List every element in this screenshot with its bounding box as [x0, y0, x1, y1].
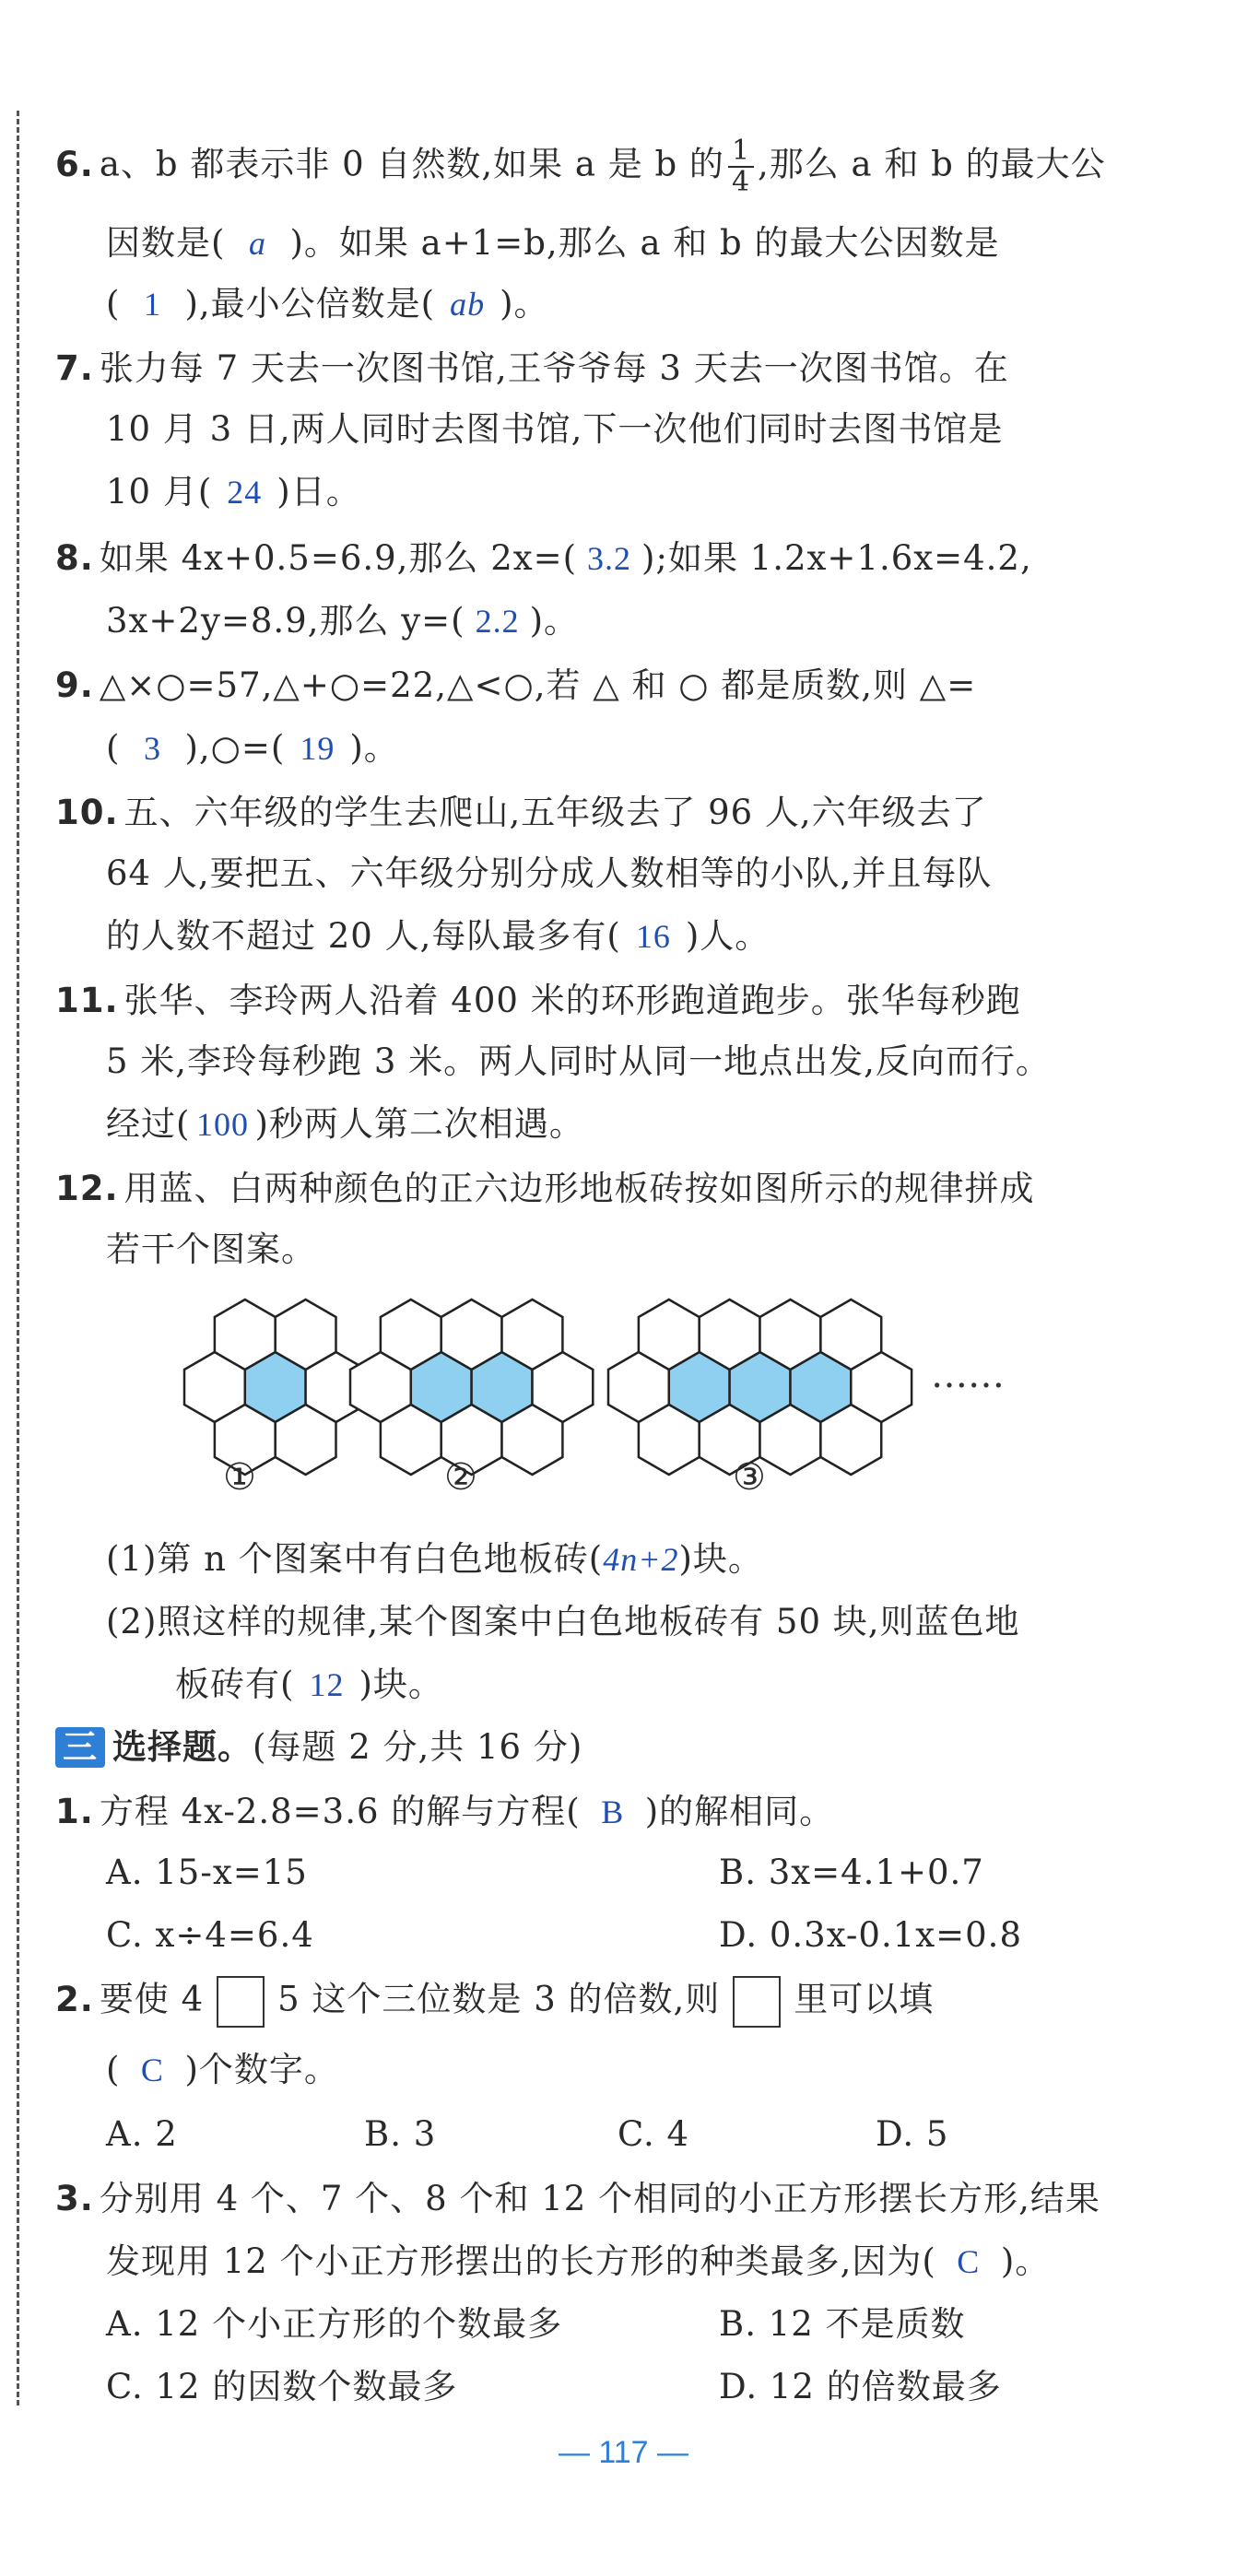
q10-answer: 16 [635, 918, 671, 955]
figure-label-2: ② [444, 1456, 477, 1499]
q7-answer: 24 [227, 474, 263, 511]
page-number: — 117 — [558, 2435, 689, 2470]
q7-line2: 10 月 3 日,两人同时去图书馆,下一次他们同时去图书馆是 [106, 409, 1004, 449]
figure-label-3: ③ [733, 1456, 766, 1499]
c1-option-c: C. x÷4=6.4 [106, 1915, 314, 1955]
c1-options-row2 [106, 1913, 1192, 1958]
q8-answer-1: 3.2 [587, 540, 632, 577]
q9-line2: ( 3 ),○=( 19 )。 [106, 726, 1192, 770]
section-badge: 三 [55, 1727, 105, 1768]
fraction-one-quarter: $\frac{1}{4}$ [728, 136, 754, 197]
c3-options-row1 [106, 2302, 1192, 2347]
q9-answer-1: 3 [143, 730, 161, 767]
c3-option-b: B. 12 不是质数 [719, 2304, 966, 2344]
q10-line1: 10. 五、六年级的学生去爬山,五年级去了 96 人,六年级去了 [55, 793, 987, 832]
c2-option-a: A. 2 [106, 2114, 178, 2154]
section-title: 选择题。 [112, 1727, 253, 1767]
c1-answer: B [601, 1794, 625, 1830]
c3-options-row2 [106, 2365, 1192, 2409]
q6-answer-2: 1 [143, 286, 161, 323]
c3-option-d: D. 12 的倍数最多 [719, 2367, 1002, 2406]
q12-sub2-line2: 板砖有( 12 )块。 [175, 1663, 1192, 1707]
c2-option-d: D. 5 [876, 2114, 949, 2154]
q11-line2: 5 米,李玲每秒跑 3 米。两人同时从同一地点出发,反向而行。 [106, 1041, 1051, 1081]
q7-line1: 7. 张力每 7 天去一次图书馆,王爷爷每 3 天去一次图书馆。在 [55, 348, 1009, 388]
q12-answer-2: 12 [309, 1666, 345, 1703]
pattern-ellipsis: …… [931, 1354, 1005, 1396]
c2-option-b: B. 3 [364, 2114, 437, 2154]
section-note: (每题 2 分,共 16 分) [253, 1727, 583, 1767]
q10-line3: 的人数不超过 20 人,每队最多有( 16 )人。 [106, 914, 1192, 959]
c3-option-a: A. 12 个小正方形的个数最多 [106, 2304, 563, 2344]
c2-line1: 2. 要使 4 5 这个三位数是 3 的倍数,则 里可以填 [55, 1976, 1192, 2028]
q7-line3: 10 月( 24 )日。 [106, 470, 1192, 514]
q12-line2: 若干个图案。 [106, 1229, 316, 1269]
q6-answer-3: ab [450, 286, 486, 323]
c3-line1: 3. 分别用 4 个、7 个、8 个和 12 个相同的小正方形摆长方形,结果 [55, 2179, 1100, 2218]
q12-sub2-line1: (2)照这样的规律,某个图案中白色地板砖有 50 块,则蓝色地 [106, 1602, 1020, 1641]
q10-line2: 64 人,要把五、六年级分别分成人数相等的小队,并且每队 [106, 853, 993, 893]
q6-line1: 6. a、b 都表示非 0 自然数,如果 a 是 b 的 $\frac{1}{4}$ ,那么 a 和 b 的最大公 [55, 135, 1106, 198]
blank-box-1 [217, 1976, 265, 2028]
c1-line1: 1. 方程 4x-2.8=3.6 的解与方程( B )的解相同。 [55, 1790, 1192, 1834]
c1-option-b: B. 3x=4.1+0.7 [719, 1853, 984, 1892]
q12-sub1: (1)第 n 个图案中有白色地板砖(4n+2)块。 [106, 1537, 1192, 1582]
c1-option-a: A. 15-x=15 [106, 1853, 308, 1892]
q9-line1: 9. △×○=57,△+○=22,△<○,若 △ 和 ○ 都是质数,则 △= [55, 665, 977, 705]
c2-line2: ( C )个数字。 [106, 2048, 1192, 2092]
q11-line1: 11. 张华、李玲两人沿着 400 米的环形跑道跑步。张华每秒跑 [55, 981, 1021, 1020]
c1-options-row1 [106, 1851, 1192, 1895]
q11-line3: 经过( 100 )秒两人第二次相遇。 [106, 1102, 1192, 1147]
q12-line1: 12. 用蓝、白两种颜色的正六边形地板砖按如图所示的规律拼成 [55, 1169, 1035, 1208]
c1-option-d: D. 0.3x-0.1x=0.8 [719, 1915, 1022, 1955]
hexagon-pattern-figure [175, 1286, 1005, 1507]
blank-box-2 [733, 1976, 781, 2028]
c3-line2: 发现用 12 个小正方形摆出的长方形的种类最多,因为( C )。 [106, 2240, 1192, 2284]
c3-answer: C [957, 2243, 981, 2280]
hexagon-tiles [184, 1300, 912, 1475]
figure-label-1: ① [223, 1456, 256, 1499]
q6-answer-1: a [248, 225, 266, 262]
c2-answer: C [140, 2052, 164, 2088]
q8-answer-2: 2.2 [475, 603, 520, 640]
c3-option-c: C. 12 的因数个数最多 [106, 2367, 458, 2406]
q11-answer: 100 [195, 1106, 249, 1143]
section-3-header [55, 1725, 1192, 1770]
q8-line2: 3x+2y=8.9,那么 y=( 2.2 )。 [106, 599, 1192, 643]
q8-line1: 8. 如果 4x+0.5=6.9,那么 2x=( 3.2 );如果 1.2x+1.6x=4.2, [55, 536, 1192, 581]
margin-dashed-line [17, 111, 19, 2405]
q6-line2: 因数是( a )。如果 a+1=b,那么 a 和 b 的最大公因数是 [106, 221, 1192, 265]
q9-answer-2: 19 [300, 730, 335, 767]
q6-line3: ( 1 ),最小公倍数是( ab )。 [106, 282, 1192, 326]
c2-option-c: C. 4 [618, 2114, 690, 2154]
q12-answer-1: 4n+2 [603, 1541, 679, 1578]
